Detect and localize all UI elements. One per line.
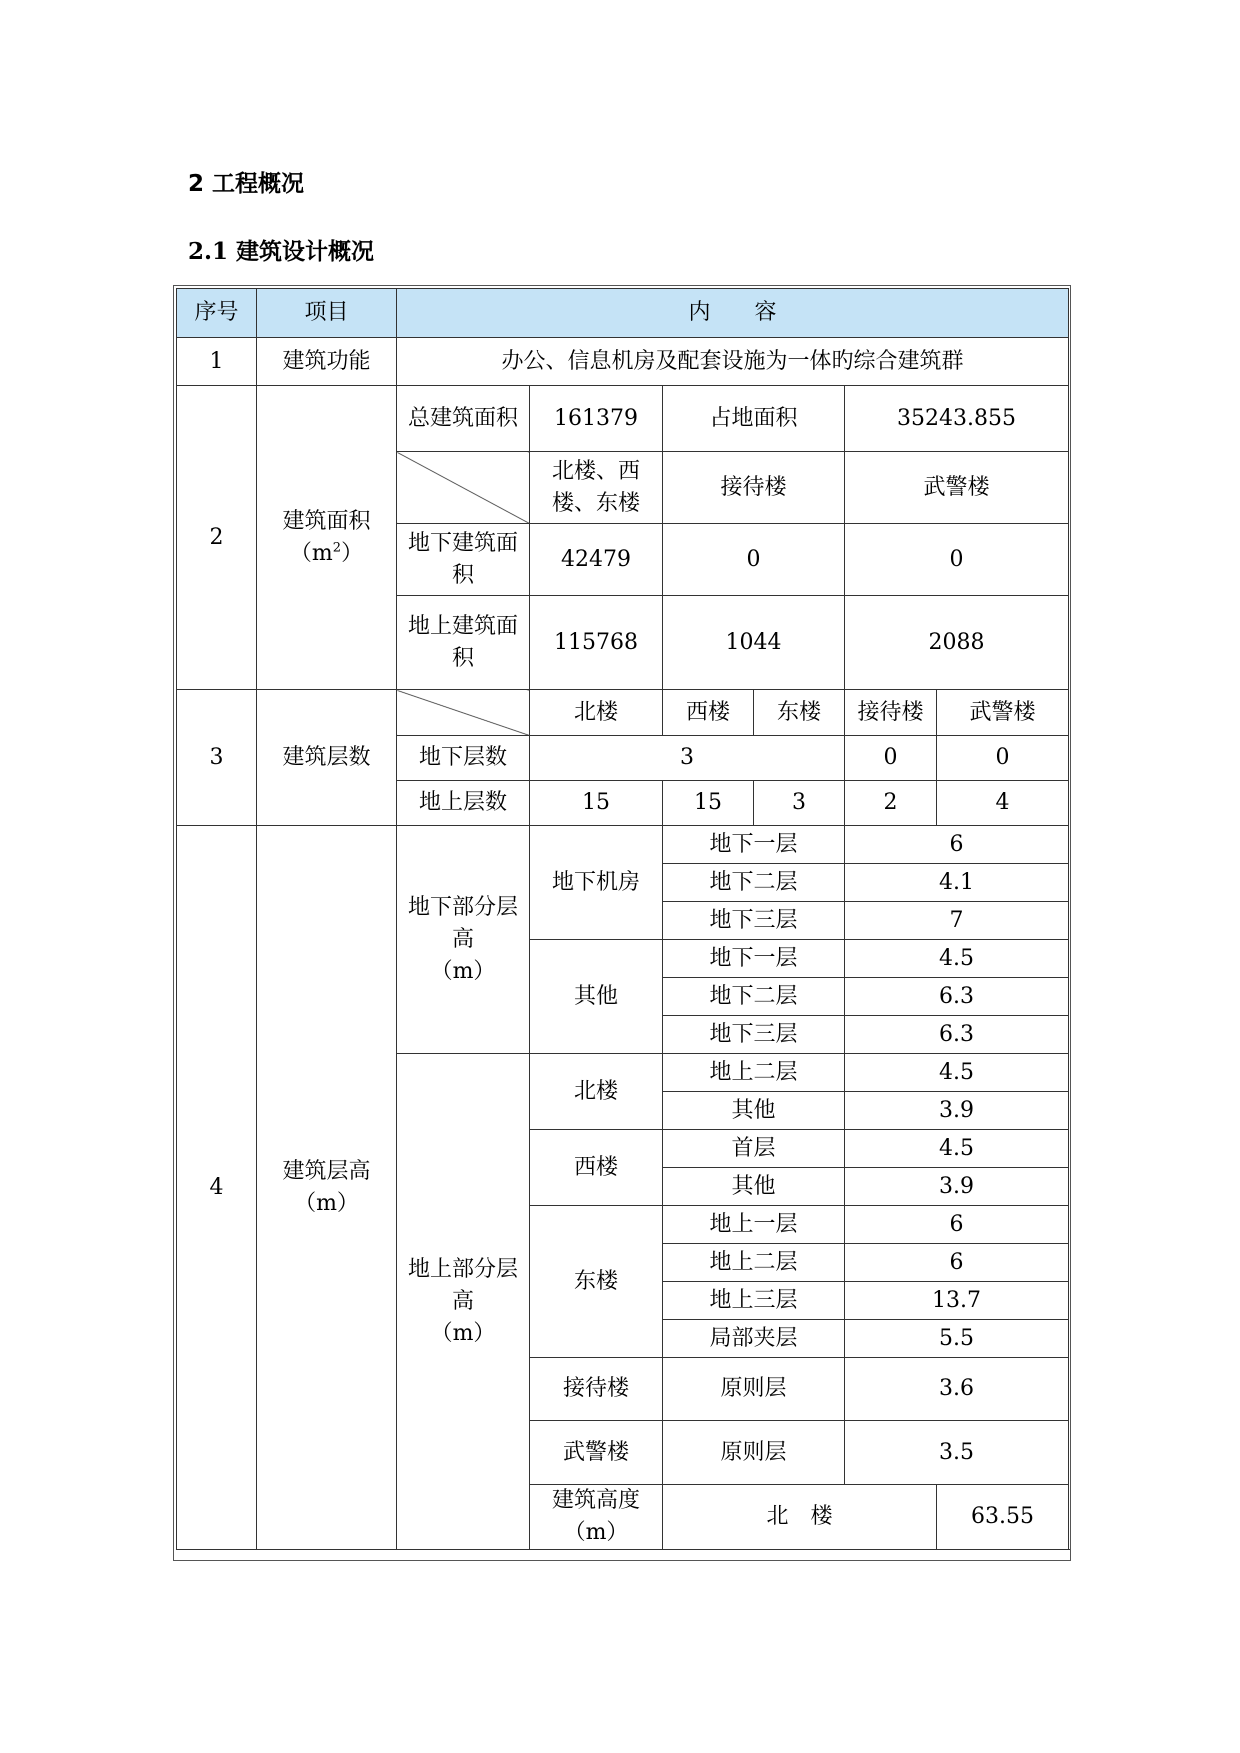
floor-height: 4.5 <box>845 1054 1069 1092</box>
header-content: 内 容 <box>397 289 1069 338</box>
floor-name: 局部夹层 <box>663 1320 845 1358</box>
diagonal-cell <box>397 452 530 524</box>
row2-item <box>257 386 397 690</box>
floor-height: 6 <box>845 1244 1069 1282</box>
row1-no: 1 <box>177 338 257 386</box>
floor-height: 4.5 <box>845 1130 1069 1168</box>
aboveground-height-label: 地上部分层高 （m） <box>397 1054 530 1550</box>
floor-height: 3.9 <box>845 1168 1069 1206</box>
west-building-label: 西楼 <box>530 1130 663 1206</box>
floors-col-east: 东楼 <box>754 690 845 736</box>
site-area-value: 35243.855 <box>845 386 1069 452</box>
row2-item-label: 建筑面积 <box>282 508 371 534</box>
floor-name: 地上二层 <box>663 1244 845 1282</box>
underground-area-main: 42479 <box>530 524 663 596</box>
aboveground-area-police: 2088 <box>845 596 1069 690</box>
floor-height: 6 <box>845 826 1069 864</box>
floor-name: 地上一层 <box>663 1206 845 1244</box>
floor-name: 地下三层 <box>663 1016 845 1054</box>
floor-name: 地上二层 <box>663 1054 845 1092</box>
floor-height: 6.3 <box>845 978 1069 1016</box>
building-height-label: 建筑高度 （m） <box>530 1485 663 1550</box>
col-reception: 接待楼 <box>663 452 845 524</box>
police-building-label: 武警楼 <box>530 1421 663 1485</box>
aboveground-floors-east: 3 <box>754 781 845 826</box>
aboveground-floors-north: 15 <box>530 781 663 826</box>
floor-name: 地下三层 <box>663 902 845 940</box>
floor-height: 6.3 <box>845 1016 1069 1054</box>
floors-col-west: 西楼 <box>663 690 754 736</box>
floors-col-north: 北楼 <box>530 690 663 736</box>
underground-floors-label: 地下层数 <box>397 736 530 781</box>
floor-name: 地上三层 <box>663 1282 845 1320</box>
underground-floors-reception: 0 <box>845 736 937 781</box>
row2-item-unit: $(m^2)$ <box>289 540 364 566</box>
aboveground-floors-label: 地上层数 <box>397 781 530 826</box>
aboveground-area-main: 115768 <box>530 596 663 690</box>
table-row <box>177 690 1069 736</box>
underground-height-label: 地下部分层高 （m） <box>397 826 530 1054</box>
table-row <box>177 826 1069 864</box>
col-main-buildings: 北楼、西楼、东楼 <box>530 452 663 524</box>
building-height-value: 63.55 <box>937 1485 1069 1550</box>
table-row <box>177 338 1069 386</box>
floor-name: 首层 <box>663 1130 845 1168</box>
table-row <box>177 386 1069 452</box>
building-height-name: 北 楼 <box>663 1485 937 1550</box>
floor-height: 4.1 <box>845 864 1069 902</box>
aboveground-floors-police: 4 <box>937 781 1069 826</box>
floor-name: 其他 <box>663 1092 845 1130</box>
header-no: 序号 <box>177 289 257 338</box>
row4-item: 建筑层高 （m） <box>257 826 397 1550</box>
floor-name: 地下一层 <box>663 940 845 978</box>
floor-height: 3.9 <box>845 1092 1069 1130</box>
row1-item: 建筑功能 <box>257 338 397 386</box>
floor-height: 13.7 <box>845 1282 1069 1320</box>
underground-area-reception: 0 <box>663 524 845 596</box>
floor-name: 原则层 <box>663 1358 845 1421</box>
floor-height: 3.6 <box>845 1358 1069 1421</box>
aboveground-floors-west: 15 <box>663 781 754 826</box>
row4-no: 4 <box>177 826 257 1550</box>
row2-no: 2 <box>177 386 257 690</box>
site-area-label: 占地面积 <box>663 386 845 452</box>
col-police: 武警楼 <box>845 452 1069 524</box>
total-area-label: 总建筑面积 <box>397 386 530 452</box>
east-building-label: 东楼 <box>530 1206 663 1358</box>
aboveground-area-reception: 1044 <box>663 596 845 690</box>
machine-room-label: 地下机房 <box>530 826 663 940</box>
floor-height: 4.5 <box>845 940 1069 978</box>
floor-name: 其他 <box>663 1168 845 1206</box>
floors-col-police: 武警楼 <box>937 690 1069 736</box>
section-heading: 2 工程概况 <box>188 171 305 197</box>
reception-building-label: 接待楼 <box>530 1358 663 1421</box>
row3-no: 3 <box>177 690 257 826</box>
floor-name: 地下二层 <box>663 978 845 1016</box>
floor-name: 地下二层 <box>663 864 845 902</box>
total-area-value: 161379 <box>530 386 663 452</box>
aboveground-floors-reception: 2 <box>845 781 937 826</box>
row1-content: 办公、信息机房及配套设施为一体旳综合建筑群 <box>397 338 1069 386</box>
other-label: 其他 <box>530 940 663 1054</box>
floors-col-reception: 接待楼 <box>845 690 937 736</box>
underground-floors-main: 3 <box>530 736 845 781</box>
subsection-heading: 2.1 建筑设计概况 <box>188 238 375 265</box>
floor-height: 5.5 <box>845 1320 1069 1358</box>
row3-item: 建筑层数 <box>257 690 397 826</box>
aboveground-area-label: 地上建筑面积 <box>397 596 530 690</box>
underground-floors-police: 0 <box>937 736 1069 781</box>
building-design-table <box>176 288 1069 1550</box>
floor-name: 地下一层 <box>663 826 845 864</box>
floor-height: 3.5 <box>845 1421 1069 1485</box>
header-item: 项目 <box>257 289 397 338</box>
north-building-label: 北楼 <box>530 1054 663 1130</box>
underground-area-label: 地下建筑面积 <box>397 524 530 596</box>
floor-height: 6 <box>845 1206 1069 1244</box>
table-header-row <box>177 289 1069 338</box>
underground-area-police: 0 <box>845 524 1069 596</box>
diagonal-cell <box>397 690 530 736</box>
floor-height: 7 <box>845 902 1069 940</box>
floor-name: 原则层 <box>663 1421 845 1485</box>
